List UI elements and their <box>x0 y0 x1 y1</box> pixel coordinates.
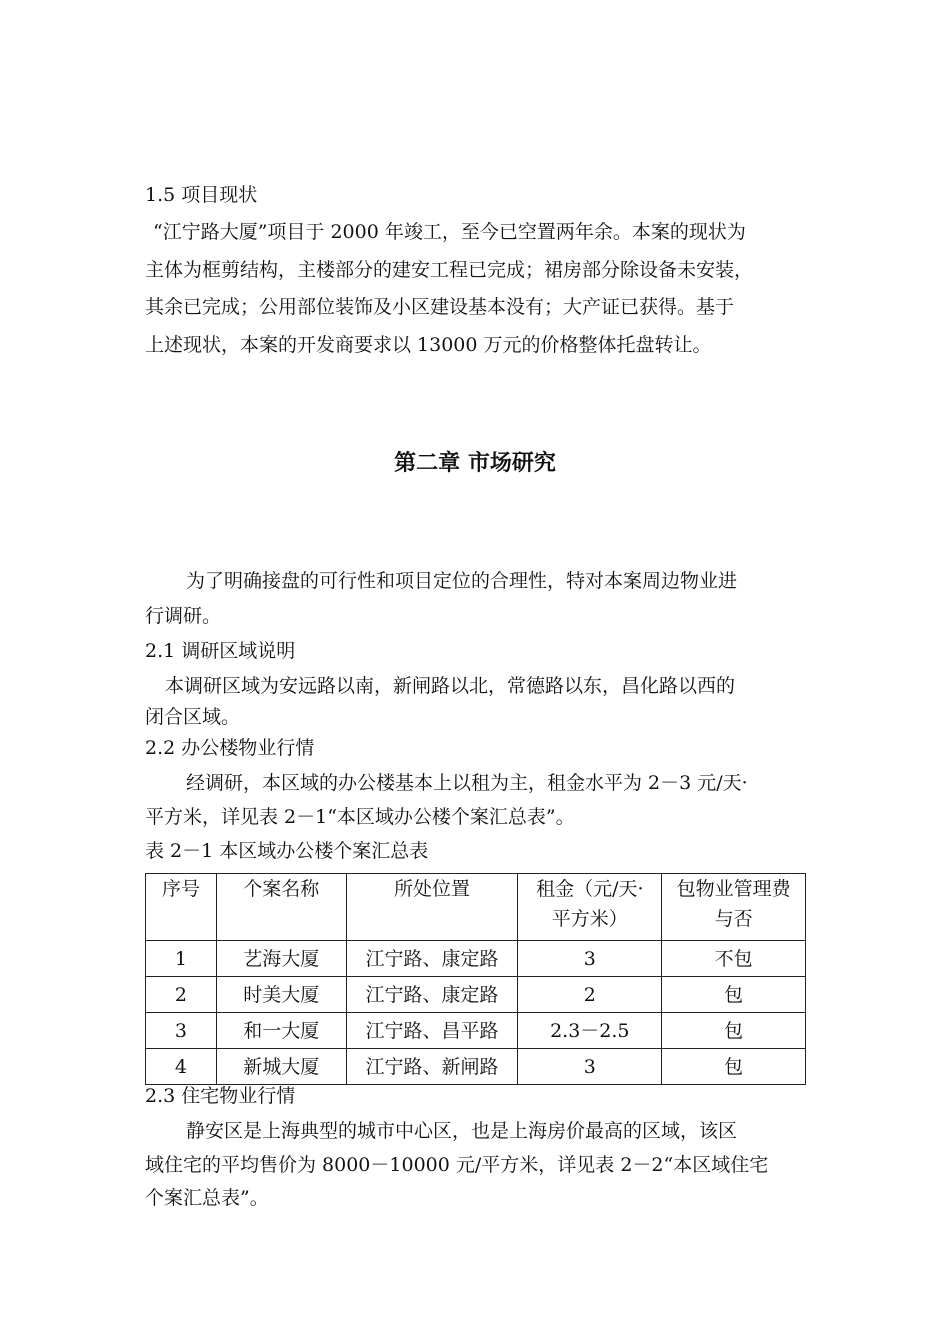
header-fee-line-1: 包物业管理费 <box>676 878 791 900</box>
paragraph-line: 上述现状，本案的开发商要求以 13000 万元的价格整体托盘转让。 <box>145 334 712 356</box>
table-header-row <box>146 874 806 941</box>
cell-management-fee: 包 <box>662 977 806 1013</box>
chapter-title: 第二章 市场研究 <box>394 451 556 476</box>
header-index: 序号 <box>146 874 217 941</box>
cell-management-fee: 包 <box>662 1013 806 1049</box>
cell-rent: 2 <box>518 977 662 1013</box>
section-heading-2-3: 2.3 住宅物业行情 <box>145 1085 296 1107</box>
paragraph-line: 经调研，本区域的办公楼基本上以租为主，租金水平为 2－3 元/天· <box>186 772 748 794</box>
section-heading-2-2: 2.2 办公楼物业行情 <box>145 737 315 759</box>
paragraph-line: 域住宅的平均售价为 8000－10000 元/平方米，详见表 2－2“本区域住宅 <box>145 1154 769 1176</box>
cell-index: 4 <box>146 1049 217 1085</box>
cell-case-name: 艺海大厦 <box>216 941 346 977</box>
table-row <box>146 1013 806 1049</box>
paragraph-line: 平方米，详见表 2－1“本区域办公楼个案汇总表”。 <box>145 806 575 828</box>
section-heading-2-1: 2.1 调研区域说明 <box>145 640 296 662</box>
paragraph-line: “江宁路大厦”项目于 2000 年竣工，至今已空置两年余。本案的现状为 <box>153 221 746 243</box>
paragraph-line: 闭合区域。 <box>145 706 241 728</box>
office-cases-table <box>145 873 806 1085</box>
cell-location: 江宁路、昌平路 <box>346 1013 518 1049</box>
paragraph-line: 个案汇总表”。 <box>145 1187 269 1209</box>
cell-case-name: 时美大厦 <box>216 977 346 1013</box>
header-location: 所处位置 <box>346 874 518 941</box>
cell-location: 江宁路、新闸路 <box>346 1049 518 1085</box>
header-rent-line-1: 租金（元/天· <box>536 878 644 900</box>
paragraph-line: 为了明确接盘的可行性和项目定位的合理性，特对本案周边物业进 <box>186 570 738 592</box>
table-row <box>146 941 806 977</box>
cell-location: 江宁路、康定路 <box>346 941 518 977</box>
cell-index: 1 <box>146 941 217 977</box>
table-row <box>146 1049 806 1085</box>
paragraph-line: 行调研。 <box>145 605 222 627</box>
table-row <box>146 977 806 1013</box>
header-management-fee <box>662 874 806 941</box>
cell-case-name: 和一大厦 <box>216 1013 346 1049</box>
cell-case-name: 新城大厦 <box>216 1049 346 1085</box>
cell-location: 江宁路、康定路 <box>346 977 518 1013</box>
paragraph-line: 本调研区域为安远路以南，新闸路以北，常德路以东，昌化路以西的 <box>165 675 736 697</box>
paragraph-line: 主体为框剪结构，主楼部分的建安工程已完成；裙房部分除设备未安装， <box>145 259 754 281</box>
paragraph-line: 其余已完成；公用部位装饰及小区建设基本没有；大产证已获得。基于 <box>145 296 735 318</box>
cell-index: 3 <box>146 1013 217 1049</box>
cell-rent: 3 <box>518 1049 662 1085</box>
header-fee-line-2: 与否 <box>714 908 753 930</box>
header-rent-line-2: 平方米） <box>551 908 628 930</box>
header-rent <box>518 874 662 941</box>
section-heading-1-5: 1.5 项目现状 <box>145 184 258 206</box>
paragraph-line: 静安区是上海典型的城市中心区，也是上海房价最高的区域，该区 <box>186 1120 738 1142</box>
cell-management-fee: 不包 <box>662 941 806 977</box>
cell-rent: 2.3－2.5 <box>518 1013 662 1049</box>
header-case-name: 个案名称 <box>216 874 346 941</box>
cell-rent: 3 <box>518 941 662 977</box>
cell-index: 2 <box>146 977 217 1013</box>
cell-management-fee: 包 <box>662 1049 806 1085</box>
table-caption: 表 2－1 本区域办公楼个案汇总表 <box>145 840 429 862</box>
